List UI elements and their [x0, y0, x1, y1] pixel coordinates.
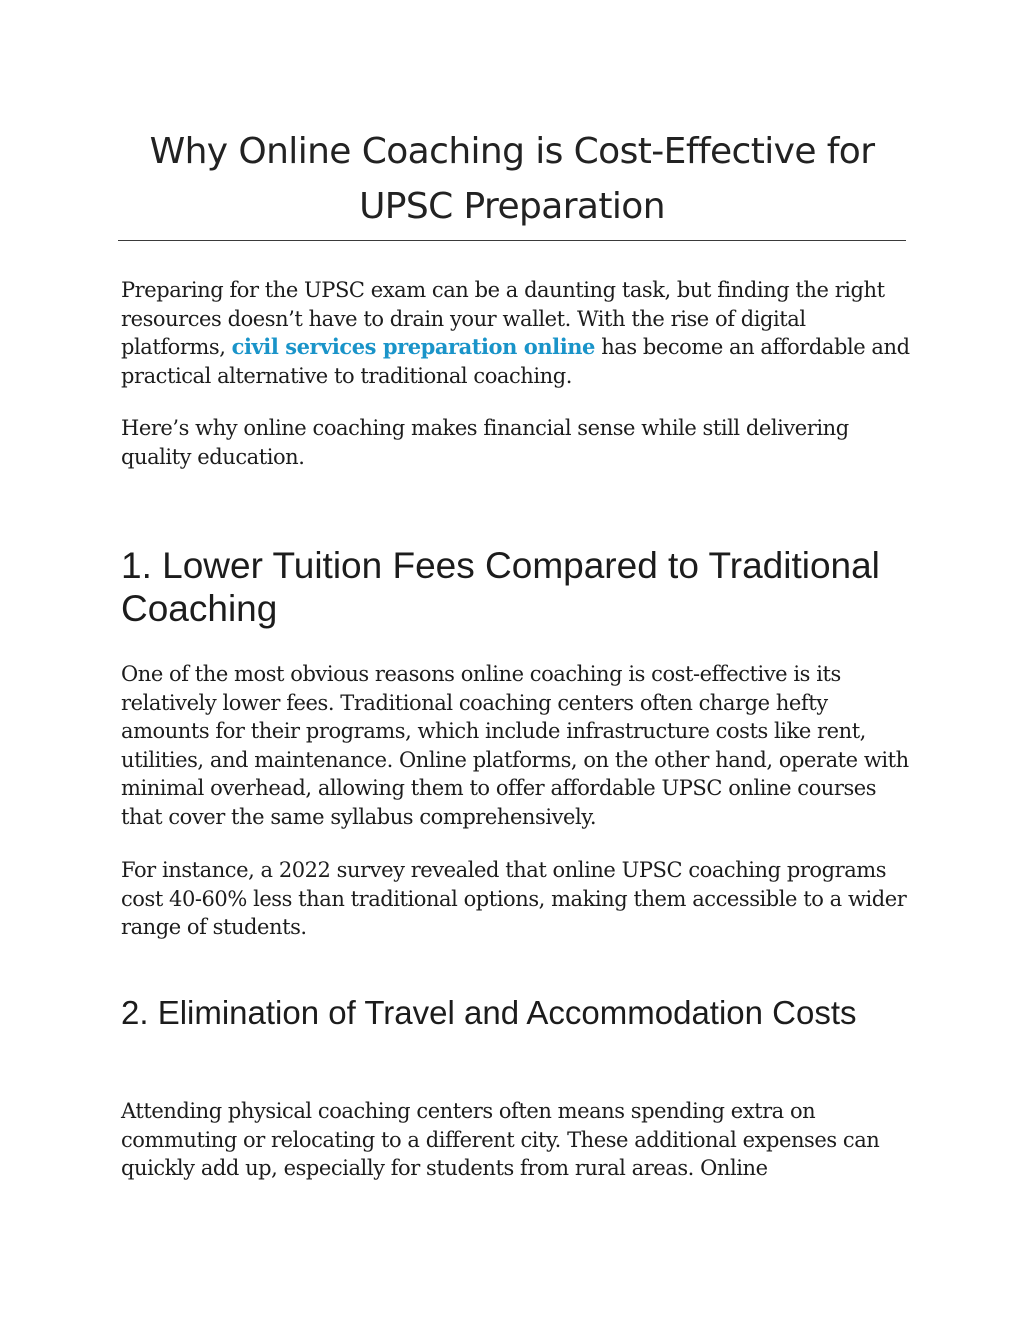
section-1-heading: 1. Lower Tuition Fees Compared to Traditional Coaching — [121, 545, 880, 629]
section-1-paragraph-2: For instance, a 2022 survey revealed that online UPSC coaching programs cost 40-60% less than traditional options, making them accessible to a wider range of students. — [121, 858, 907, 940]
title-block — [118, 124, 906, 241]
intro-text-after-link: has become an affordable and practical alternative to traditional coaching. — [121, 335, 910, 388]
title-line-2: UPSC Preparation — [359, 186, 665, 227]
section-1-paragraph-1: One of the most obvious reasons online coaching is cost-effective is its relatively lower fees. Traditional coaching centers often charge hefty amounts for their programs, which include infrastructure costs like rent, utilities, and maintenance. Online platforms, on the other hand, operate with minimal overhead, allowing them to offer affordable UPSC online courses that cover the same syllabus comprehensively. — [121, 662, 909, 829]
page-title — [118, 124, 906, 234]
section-2-heading: 2. Elimination of Travel and Accommodation Costs — [121, 994, 857, 1031]
section-2-paragraph-1: Attending physical coaching centers often means spending extra on commuting or relocating to a different city. These additional expenses can quickly add up, especially for students from rural areas. Online — [121, 1099, 880, 1181]
intro-paragraph-1 — [121, 276, 911, 390]
intro-paragraph-2: Here’s why online coaching makes financial sense while still delivering quality education. — [121, 416, 849, 469]
civil-services-link[interactable]: civil services preparation online — [231, 334, 595, 360]
title-line-1: Why Online Coaching is Cost-Effective for — [149, 131, 875, 172]
intro-text-before-link: Preparing for the UPSC exam can be a daunting task, but finding the right resources doesn’t have to drain your wallet. With the rise of digital platforms, — [121, 278, 885, 360]
